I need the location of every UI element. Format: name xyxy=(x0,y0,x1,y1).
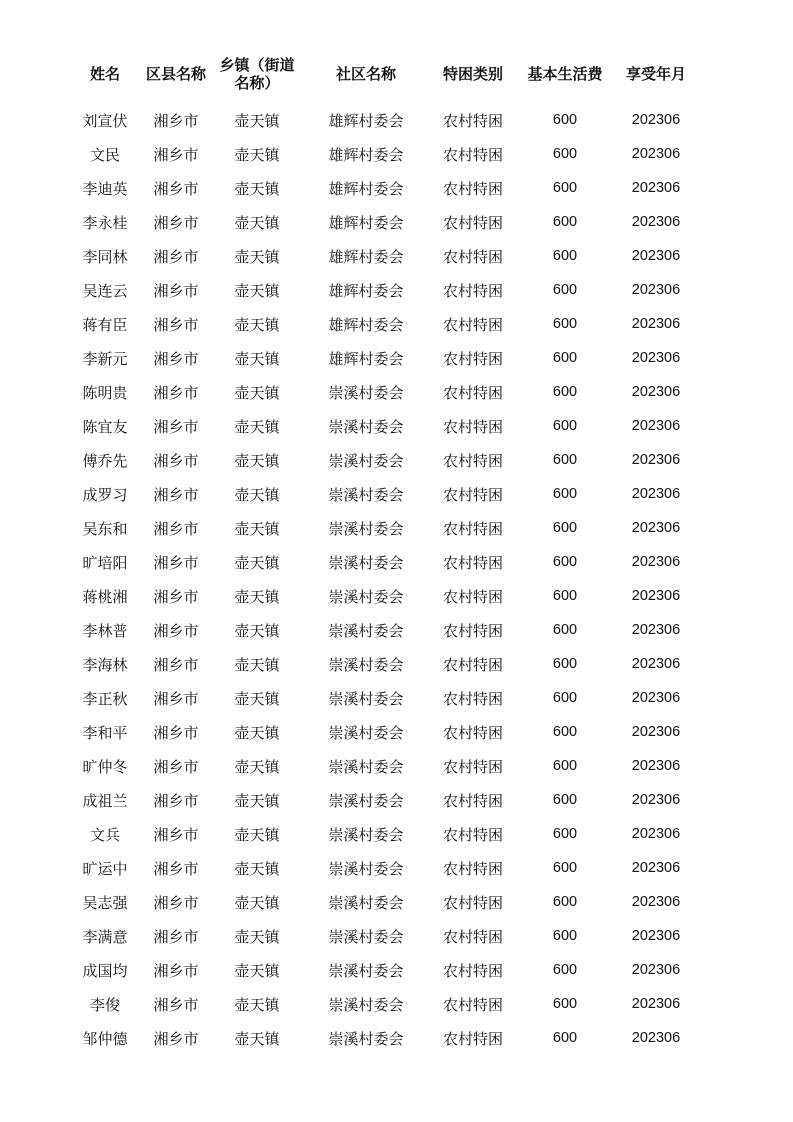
cell-name: 成罗习 xyxy=(82,485,128,504)
cell-name: 李林普 xyxy=(82,621,128,640)
cell-month: 202306 xyxy=(631,418,681,434)
cell-allowance: 600 xyxy=(552,588,578,604)
cell-name: 文民 xyxy=(89,145,120,164)
table-row xyxy=(0,205,793,239)
cell-allowance: 600 xyxy=(552,724,578,740)
cell-name: 成国均 xyxy=(82,961,128,980)
cell-month: 202306 xyxy=(631,486,681,502)
cell-county: 湘乡市 xyxy=(153,145,199,164)
cell-allowance: 600 xyxy=(552,350,578,366)
cell-month: 202306 xyxy=(631,894,681,910)
cell-month: 202306 xyxy=(631,962,681,978)
cell-community: 崇溪村委会 xyxy=(328,587,404,606)
cell-community: 崇溪村委会 xyxy=(328,791,404,810)
cell-allowance: 600 xyxy=(552,384,578,400)
cell-county: 湘乡市 xyxy=(153,927,199,946)
cell-category: 农村特困 xyxy=(442,689,503,708)
cell-category: 农村特困 xyxy=(442,417,503,436)
cell-county: 湘乡市 xyxy=(153,995,199,1014)
table-row xyxy=(0,103,793,137)
cell-name: 李和平 xyxy=(82,723,128,742)
table-row xyxy=(0,613,793,647)
cell-category: 农村特困 xyxy=(442,757,503,776)
cell-name: 傅乔先 xyxy=(82,451,128,470)
cell-county: 湘乡市 xyxy=(153,757,199,776)
cell-month: 202306 xyxy=(631,350,681,366)
cell-town: 壶天镇 xyxy=(234,825,280,844)
cell-category: 农村特困 xyxy=(442,519,503,538)
cell-category: 农村特困 xyxy=(442,1029,503,1048)
cell-category: 农村特困 xyxy=(442,621,503,640)
cell-allowance: 600 xyxy=(552,962,578,978)
cell-town: 壶天镇 xyxy=(234,553,280,572)
cell-month: 202306 xyxy=(631,928,681,944)
table-row xyxy=(0,953,793,987)
table-row xyxy=(0,375,793,409)
cell-town: 壶天镇 xyxy=(234,621,280,640)
cell-town: 壶天镇 xyxy=(234,995,280,1014)
cell-town: 壶天镇 xyxy=(234,451,280,470)
cell-month: 202306 xyxy=(631,588,681,604)
table-row xyxy=(0,545,793,579)
cell-category: 农村特困 xyxy=(442,927,503,946)
cell-town: 壶天镇 xyxy=(234,893,280,912)
cell-county: 湘乡市 xyxy=(153,485,199,504)
cell-name: 陈明贵 xyxy=(82,383,128,402)
table-row xyxy=(0,1021,793,1055)
cell-month: 202306 xyxy=(631,282,681,298)
cell-month: 202306 xyxy=(631,860,681,876)
cell-name: 蒋桃湘 xyxy=(82,587,128,606)
cell-town: 壶天镇 xyxy=(234,791,280,810)
cell-allowance: 600 xyxy=(552,452,578,468)
cell-name: 李迪英 xyxy=(82,179,128,198)
cell-name: 李海林 xyxy=(82,655,128,674)
table-row xyxy=(0,409,793,443)
cell-month: 202306 xyxy=(631,1030,681,1046)
cell-town: 壶天镇 xyxy=(234,383,280,402)
cell-county: 湘乡市 xyxy=(153,621,199,640)
cell-category: 农村特困 xyxy=(442,485,503,504)
cell-county: 湘乡市 xyxy=(153,961,199,980)
cell-town: 壶天镇 xyxy=(234,587,280,606)
cell-category: 农村特困 xyxy=(442,859,503,878)
table-row xyxy=(0,511,793,545)
table-row xyxy=(0,749,793,783)
cell-month: 202306 xyxy=(631,316,681,332)
cell-month: 202306 xyxy=(631,656,681,672)
cell-county: 湘乡市 xyxy=(153,111,199,130)
cell-community: 雄辉村委会 xyxy=(328,349,404,368)
cell-town: 壶天镇 xyxy=(234,1029,280,1048)
cell-community: 雄辉村委会 xyxy=(328,247,404,266)
cell-name: 吴志强 xyxy=(82,893,128,912)
cell-allowance: 600 xyxy=(552,894,578,910)
cell-allowance: 600 xyxy=(552,316,578,332)
cell-community: 崇溪村委会 xyxy=(328,553,404,572)
table-row xyxy=(0,885,793,919)
cell-month: 202306 xyxy=(631,724,681,740)
cell-county: 湘乡市 xyxy=(153,689,199,708)
cell-name: 李满意 xyxy=(82,927,128,946)
cell-community: 雄辉村委会 xyxy=(328,145,404,164)
cell-community: 崇溪村委会 xyxy=(328,451,404,470)
cell-category: 农村特困 xyxy=(442,961,503,980)
cell-county: 湘乡市 xyxy=(153,281,199,300)
cell-community: 崇溪村委会 xyxy=(328,519,404,538)
cell-name: 旷运中 xyxy=(82,859,128,878)
cell-month: 202306 xyxy=(631,792,681,808)
cell-community: 崇溪村委会 xyxy=(328,825,404,844)
cell-town: 壶天镇 xyxy=(234,927,280,946)
cell-allowance: 600 xyxy=(552,214,578,230)
cell-allowance: 600 xyxy=(552,146,578,162)
cell-community: 雄辉村委会 xyxy=(328,281,404,300)
cell-name: 吴东和 xyxy=(82,519,128,538)
cell-county: 湘乡市 xyxy=(153,349,199,368)
cell-town: 壶天镇 xyxy=(234,689,280,708)
cell-county: 湘乡市 xyxy=(153,859,199,878)
table-row xyxy=(0,987,793,1021)
table-row xyxy=(0,681,793,715)
cell-month: 202306 xyxy=(631,384,681,400)
cell-community: 崇溪村委会 xyxy=(328,927,404,946)
cell-county: 湘乡市 xyxy=(153,723,199,742)
cell-county: 湘乡市 xyxy=(153,315,199,334)
header-allowance: 基本生活费 xyxy=(527,65,603,83)
cell-county: 湘乡市 xyxy=(153,247,199,266)
cell-community: 崇溪村委会 xyxy=(328,859,404,878)
cell-county: 湘乡市 xyxy=(153,383,199,402)
cell-allowance: 600 xyxy=(552,180,578,196)
table-row xyxy=(0,647,793,681)
cell-county: 湘乡市 xyxy=(153,655,199,674)
cell-county: 湘乡市 xyxy=(153,417,199,436)
cell-community: 崇溪村委会 xyxy=(328,621,404,640)
table-row xyxy=(0,715,793,749)
table-header xyxy=(0,52,793,96)
cell-county: 湘乡市 xyxy=(153,519,199,538)
cell-town: 壶天镇 xyxy=(234,519,280,538)
cell-community: 崇溪村委会 xyxy=(328,1029,404,1048)
cell-county: 湘乡市 xyxy=(153,825,199,844)
cell-town: 壶天镇 xyxy=(234,961,280,980)
cell-county: 湘乡市 xyxy=(153,1029,199,1048)
cell-month: 202306 xyxy=(631,112,681,128)
cell-month: 202306 xyxy=(631,520,681,536)
cell-category: 农村特困 xyxy=(442,825,503,844)
cell-name: 李同林 xyxy=(82,247,128,266)
cell-town: 壶天镇 xyxy=(234,859,280,878)
cell-allowance: 600 xyxy=(552,656,578,672)
table-row xyxy=(0,443,793,477)
header-town: 乡镇（街道 名称） xyxy=(219,56,295,92)
table-row xyxy=(0,239,793,273)
cell-allowance: 600 xyxy=(552,860,578,876)
cell-category: 农村特困 xyxy=(442,893,503,912)
cell-category: 农村特困 xyxy=(442,349,503,368)
table-row xyxy=(0,919,793,953)
cell-town: 壶天镇 xyxy=(234,145,280,164)
cell-allowance: 600 xyxy=(552,1030,578,1046)
cell-county: 湘乡市 xyxy=(153,791,199,810)
cell-community: 崇溪村委会 xyxy=(328,383,404,402)
table-row xyxy=(0,273,793,307)
cell-allowance: 600 xyxy=(552,792,578,808)
cell-town: 壶天镇 xyxy=(234,247,280,266)
cell-town: 壶天镇 xyxy=(234,417,280,436)
header-month: 享受年月 xyxy=(625,65,686,83)
cell-category: 农村特困 xyxy=(442,179,503,198)
cell-allowance: 600 xyxy=(552,282,578,298)
cell-name: 旷培阳 xyxy=(82,553,128,572)
cell-allowance: 600 xyxy=(552,248,578,264)
cell-community: 崇溪村委会 xyxy=(328,961,404,980)
cell-allowance: 600 xyxy=(552,758,578,774)
table-row xyxy=(0,341,793,375)
cell-county: 湘乡市 xyxy=(153,213,199,232)
cell-allowance: 600 xyxy=(552,486,578,502)
cell-community: 崇溪村委会 xyxy=(328,757,404,776)
table-row xyxy=(0,171,793,205)
cell-month: 202306 xyxy=(631,758,681,774)
cell-category: 农村特困 xyxy=(442,723,503,742)
cell-category: 农村特困 xyxy=(442,315,503,334)
cell-month: 202306 xyxy=(631,452,681,468)
cell-month: 202306 xyxy=(631,690,681,706)
cell-community: 崇溪村委会 xyxy=(328,893,404,912)
cell-town: 壶天镇 xyxy=(234,655,280,674)
cell-month: 202306 xyxy=(631,622,681,638)
cell-category: 农村特困 xyxy=(442,281,503,300)
cell-community: 崇溪村委会 xyxy=(328,417,404,436)
cell-community: 崇溪村委会 xyxy=(328,485,404,504)
cell-name: 李俊 xyxy=(89,995,120,1014)
table-row xyxy=(0,137,793,171)
cell-month: 202306 xyxy=(631,214,681,230)
cell-town: 壶天镇 xyxy=(234,315,280,334)
cell-name: 邹仲德 xyxy=(82,1029,128,1048)
cell-community: 雄辉村委会 xyxy=(328,315,404,334)
cell-community: 崇溪村委会 xyxy=(328,723,404,742)
cell-name: 李正秋 xyxy=(82,689,128,708)
table-row xyxy=(0,307,793,341)
cell-allowance: 600 xyxy=(552,996,578,1012)
cell-town: 壶天镇 xyxy=(234,179,280,198)
cell-category: 农村特困 xyxy=(442,791,503,810)
cell-town: 壶天镇 xyxy=(234,281,280,300)
cell-month: 202306 xyxy=(631,248,681,264)
cell-allowance: 600 xyxy=(552,928,578,944)
cell-town: 壶天镇 xyxy=(234,213,280,232)
cell-town: 壶天镇 xyxy=(234,349,280,368)
cell-category: 农村特困 xyxy=(442,655,503,674)
cell-category: 农村特困 xyxy=(442,995,503,1014)
header-county: 区县名称 xyxy=(145,65,206,83)
cell-community: 雄辉村委会 xyxy=(328,179,404,198)
cell-allowance: 600 xyxy=(552,418,578,434)
cell-allowance: 600 xyxy=(552,520,578,536)
cell-allowance: 600 xyxy=(552,622,578,638)
cell-month: 202306 xyxy=(631,826,681,842)
cell-county: 湘乡市 xyxy=(153,587,199,606)
cell-allowance: 600 xyxy=(552,826,578,842)
cell-name: 陈宜友 xyxy=(82,417,128,436)
cell-category: 农村特困 xyxy=(442,145,503,164)
cell-town: 壶天镇 xyxy=(234,723,280,742)
cell-allowance: 600 xyxy=(552,112,578,128)
cell-town: 壶天镇 xyxy=(234,111,280,130)
cell-name: 旷仲冬 xyxy=(82,757,128,776)
cell-community: 崇溪村委会 xyxy=(328,995,404,1014)
table-row xyxy=(0,817,793,851)
cell-name: 吴连云 xyxy=(82,281,128,300)
cell-community: 雄辉村委会 xyxy=(328,111,404,130)
cell-community: 崇溪村委会 xyxy=(328,655,404,674)
cell-category: 农村特困 xyxy=(442,111,503,130)
cell-month: 202306 xyxy=(631,180,681,196)
table-row xyxy=(0,477,793,511)
cell-category: 农村特困 xyxy=(442,451,503,470)
cell-category: 农村特困 xyxy=(442,383,503,402)
header-name: 姓名 xyxy=(89,65,120,83)
cell-category: 农村特困 xyxy=(442,587,503,606)
cell-name: 李永桂 xyxy=(82,213,128,232)
cell-county: 湘乡市 xyxy=(153,893,199,912)
cell-month: 202306 xyxy=(631,146,681,162)
cell-category: 农村特困 xyxy=(442,213,503,232)
header-category: 特困类别 xyxy=(442,65,503,83)
table-row xyxy=(0,851,793,885)
cell-month: 202306 xyxy=(631,996,681,1012)
cell-county: 湘乡市 xyxy=(153,451,199,470)
cell-category: 农村特困 xyxy=(442,247,503,266)
cell-name: 李新元 xyxy=(82,349,128,368)
cell-allowance: 600 xyxy=(552,690,578,706)
cell-town: 壶天镇 xyxy=(234,485,280,504)
cell-name: 蒋有臣 xyxy=(82,315,128,334)
cell-county: 湘乡市 xyxy=(153,179,199,198)
cell-community: 雄辉村委会 xyxy=(328,213,404,232)
cell-name: 成祖兰 xyxy=(82,791,128,810)
cell-category: 农村特困 xyxy=(442,553,503,572)
header-community: 社区名称 xyxy=(335,65,396,83)
cell-town: 壶天镇 xyxy=(234,757,280,776)
table-row xyxy=(0,783,793,817)
cell-name: 文兵 xyxy=(89,825,120,844)
cell-month: 202306 xyxy=(631,554,681,570)
cell-name: 刘宣伏 xyxy=(82,111,128,130)
cell-county: 湘乡市 xyxy=(153,553,199,572)
cell-community: 崇溪村委会 xyxy=(328,689,404,708)
table-row xyxy=(0,579,793,613)
cell-allowance: 600 xyxy=(552,554,578,570)
